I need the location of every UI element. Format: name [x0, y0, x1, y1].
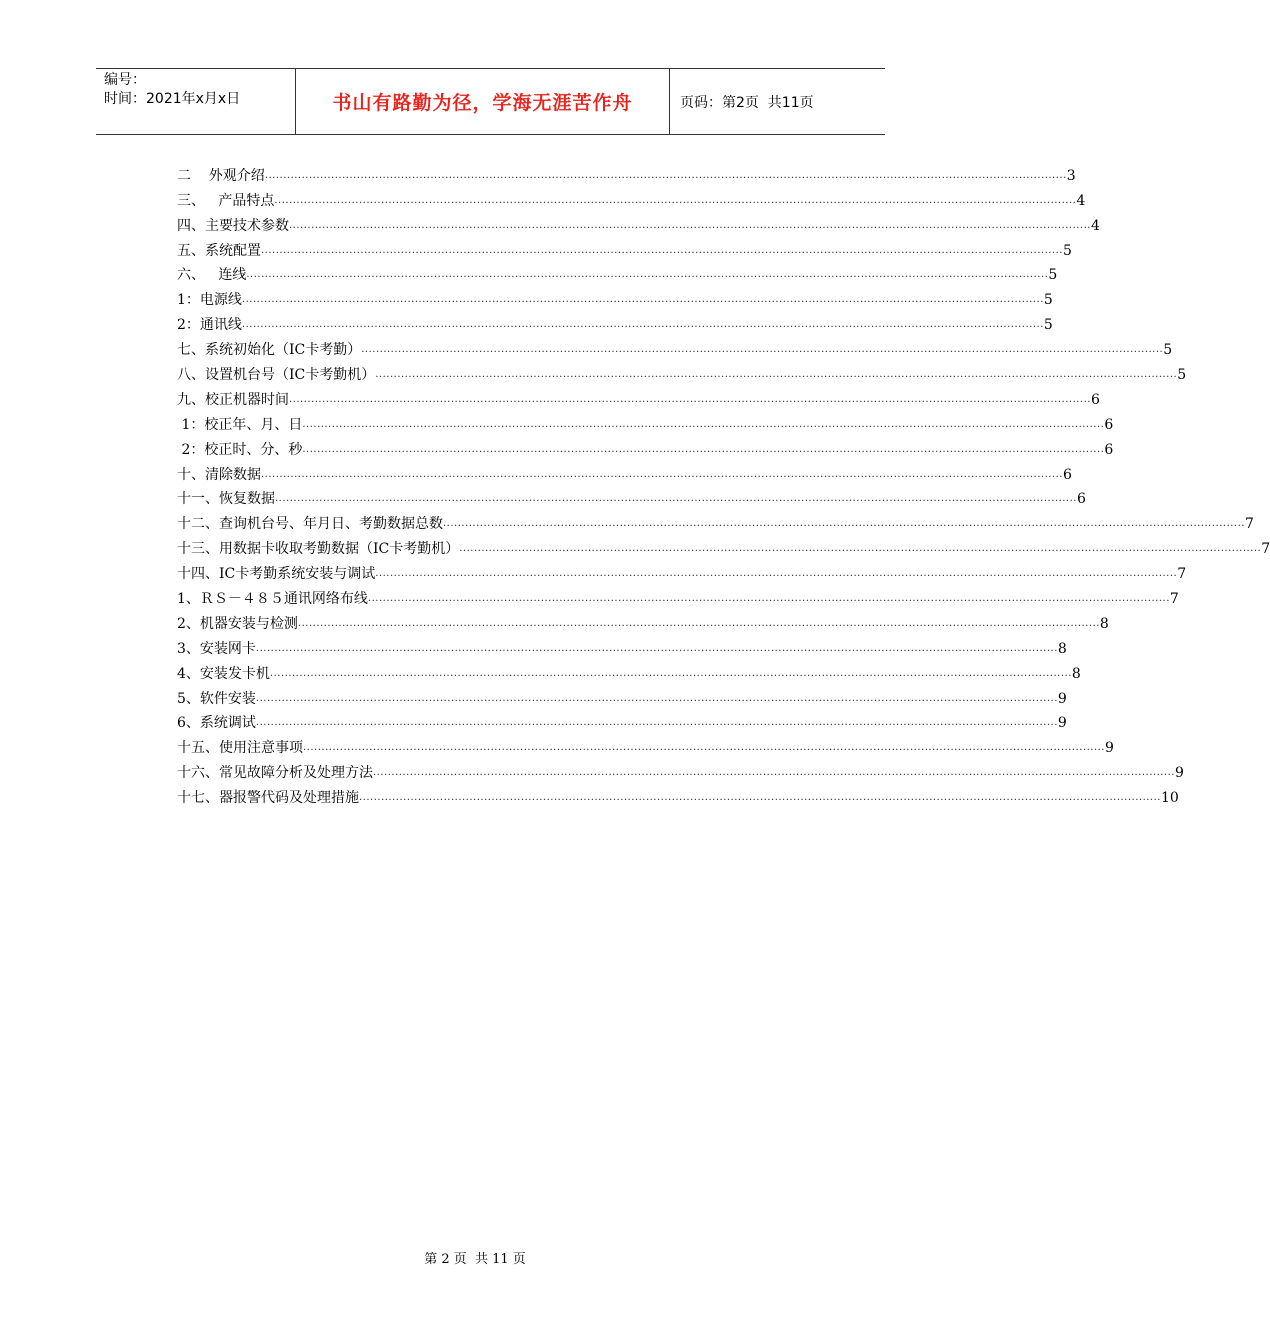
toc-dot-leader: ..........................................................................................................................................................................................................................: [297, 617, 1100, 629]
toc-entry-label: 2：校正时、分、秒: [177, 441, 303, 458]
page-header: [96, 68, 885, 135]
toc-entry[interactable]: [177, 434, 1114, 459]
page-footer: 第 2 页 共 11 页: [424, 1252, 526, 1267]
toc-dot-leader: ..........................................................................................................................................................................................................................: [373, 767, 1175, 779]
toc-entry-page-number: 9: [1057, 715, 1067, 732]
toc-entry-label: 十三、用数据卡收取考勤数据（IC卡考勤机）: [177, 541, 460, 558]
toc-entry-page-number: 5: [1062, 242, 1072, 259]
toc-dot-leader: ..........................................................................................................................................................................................................................: [367, 593, 1170, 605]
toc-entry-page-number: 9: [1174, 765, 1184, 782]
toc-dot-leader: ..........................................................................................................................................................................................................................: [289, 219, 1091, 231]
document-number-label: 编号：: [104, 72, 146, 88]
toc-entry-page-number: 8: [1071, 665, 1081, 682]
toc-dot-leader: ..........................................................................................................................................................................................................................: [269, 667, 1072, 679]
toc-entry-page-number: 5: [1048, 267, 1058, 284]
toc-entry[interactable]: [177, 459, 1072, 484]
toc-dot-leader: ..........................................................................................................................................................................................................................: [255, 717, 1058, 729]
toc-dot-leader: ..........................................................................................................................................................................................................................: [443, 518, 1245, 530]
toc-entry-label: 十一、恢复数据: [177, 491, 275, 508]
toc-dot-leader: ..........................................................................................................................................................................................................................: [261, 468, 1063, 480]
toc-dot-leader: ..........................................................................................................................................................................................................................: [274, 194, 1077, 206]
toc-dot-leader: ..........................................................................................................................................................................................................................: [246, 269, 1049, 281]
toc-dot-leader: ..........................................................................................................................................................................................................................: [375, 568, 1178, 580]
toc-entry-page-number: 3: [1066, 167, 1076, 184]
toc-entry-label: 十五、使用注意事项: [177, 740, 303, 757]
toc-entry-label: 6、系统调试: [177, 715, 256, 732]
toc-entry[interactable]: [177, 185, 1086, 210]
toc-entry-page-number: 7: [1169, 591, 1179, 608]
toc-entry-label: 2、机器安装与检测: [177, 615, 298, 632]
toc-entry-page-number: 7: [1244, 516, 1254, 533]
toc-entry[interactable]: [177, 484, 1086, 509]
toc-entry-label: 六、 连线: [177, 267, 247, 284]
toc-entry[interactable]: [177, 260, 1058, 285]
toc-entry-page-number: 6: [1090, 391, 1100, 408]
toc-entry-page-number: 6: [1104, 416, 1114, 433]
toc-entry-label: 2：通讯线: [177, 317, 242, 334]
toc-entry-label: 十六、常见故障分析及处理方法: [177, 765, 373, 782]
toc-dot-leader: ..........................................................................................................................................................................................................................: [275, 493, 1077, 505]
toc-entry-page-number: 6: [1062, 466, 1072, 483]
toc-entry-page-number: 9: [1104, 740, 1114, 757]
toc-entry[interactable]: [177, 160, 1076, 185]
toc-dot-leader: ..........................................................................................................................................................................................................................: [255, 642, 1058, 654]
toc-entry[interactable]: [177, 334, 1173, 359]
toc-entry-page-number: 7: [1177, 566, 1187, 583]
toc-entry[interactable]: [177, 757, 1184, 782]
toc-dot-leader: ..........................................................................................................................................................................................................................: [255, 692, 1058, 704]
toc-entry[interactable]: [177, 633, 1067, 658]
toc-entry-page-number: 5: [1043, 317, 1053, 334]
toc-entry-label: 十二、查询机台号、年月日、考勤数据总数: [177, 516, 443, 533]
toc-entry[interactable]: [177, 683, 1067, 708]
toc-entry[interactable]: [177, 782, 1179, 807]
toc-entry[interactable]: [177, 558, 1187, 583]
toc-entry-page-number: 9: [1057, 690, 1067, 707]
toc-entry[interactable]: [177, 309, 1053, 334]
toc-entry-page-number: 4: [1076, 192, 1086, 209]
toc-entry-label: 1、ＲＳ－４８５通讯网络布线: [177, 591, 368, 608]
toc-entry-label: 3、安装网卡: [177, 640, 256, 657]
toc-entry[interactable]: [177, 409, 1114, 434]
toc-entry-label: 1：电源线: [177, 292, 242, 309]
toc-dot-leader: ..........................................................................................................................................................................................................................: [302, 443, 1105, 455]
toc-entry[interactable]: [177, 732, 1114, 757]
toc-entry[interactable]: [177, 384, 1100, 409]
toc-entry-page-number: 8: [1057, 640, 1067, 657]
toc-entry[interactable]: [177, 284, 1053, 309]
toc-entry[interactable]: [177, 708, 1067, 733]
toc-entry[interactable]: [177, 533, 1270, 558]
header-page-info: 页码：第2页 共11页: [680, 94, 814, 111]
toc-entry[interactable]: [177, 359, 1187, 384]
toc-entry-label: 三、 产品特点: [177, 192, 275, 209]
document-time-label: 时间：2021年x月x日: [104, 91, 241, 107]
toc-dot-leader: ..........................................................................................................................................................................................................................: [241, 294, 1044, 306]
toc-entry-page-number: 6: [1076, 491, 1086, 508]
toc-entry-label: 八、设置机台号（IC卡考勤机）: [177, 367, 376, 384]
toc-entry-page-number: 7: [1261, 541, 1270, 558]
table-of-contents: [177, 160, 1270, 807]
toc-entry-page-number: 10: [1160, 790, 1179, 807]
toc-entry-label: 4、安装发卡机: [177, 665, 270, 682]
toc-entry-label: 五、系统配置: [177, 242, 261, 259]
toc-dot-leader: ..........................................................................................................................................................................................................................: [302, 418, 1105, 430]
toc-dot-leader: ..........................................................................................................................................................................................................................: [261, 244, 1063, 256]
toc-entry-label: 5、软件安装: [177, 690, 256, 707]
toc-entry[interactable]: [177, 658, 1081, 683]
toc-entry-page-number: 5: [1043, 292, 1053, 309]
toc-dot-leader: ..........................................................................................................................................................................................................................: [361, 344, 1164, 356]
toc-entry-page-number: 6: [1104, 441, 1114, 458]
header-meta: [96, 69, 296, 134]
header-motto: 书山有路勤为径，学海无涯苦作舟: [296, 69, 670, 134]
toc-dot-leader: ..........................................................................................................................................................................................................................: [289, 393, 1091, 405]
toc-entry-label: 九、校正机器时间: [177, 391, 289, 408]
toc-dot-leader: ..........................................................................................................................................................................................................................: [359, 792, 1161, 804]
toc-entry-label: 七、系统初始化（IC卡考勤）: [177, 342, 362, 359]
toc-entry[interactable]: [177, 210, 1100, 235]
toc-dot-leader: ..........................................................................................................................................................................................................................: [459, 543, 1262, 555]
toc-dot-leader: ..........................................................................................................................................................................................................................: [264, 169, 1067, 181]
toc-entry-page-number: 8: [1099, 615, 1109, 632]
toc-dot-leader: ..........................................................................................................................................................................................................................: [241, 319, 1044, 331]
toc-entry[interactable]: [177, 235, 1072, 260]
toc-entry-label: 二 外观介绍: [177, 167, 265, 184]
toc-entry[interactable]: [177, 583, 1179, 608]
toc-entry-page-number: 4: [1090, 217, 1100, 234]
toc-entry-label: 1：校正年、月、日: [177, 416, 303, 433]
toc-entry-page-number: 5: [1163, 342, 1173, 359]
toc-entry-label: 十、清除数据: [177, 466, 261, 483]
toc-entry-label: 四、主要技术参数: [177, 217, 289, 234]
toc-entry-page-number: 5: [1177, 367, 1187, 384]
toc-dot-leader: ..........................................................................................................................................................................................................................: [303, 742, 1105, 754]
toc-dot-leader: ..........................................................................................................................................................................................................................: [375, 369, 1178, 381]
toc-entry-label: 十四、IC卡考勤系统安装与调试: [177, 566, 376, 583]
toc-entry-label: 十七、器报警代码及处理措施: [177, 790, 359, 807]
toc-entry[interactable]: [177, 608, 1109, 633]
toc-entry[interactable]: [177, 508, 1254, 533]
